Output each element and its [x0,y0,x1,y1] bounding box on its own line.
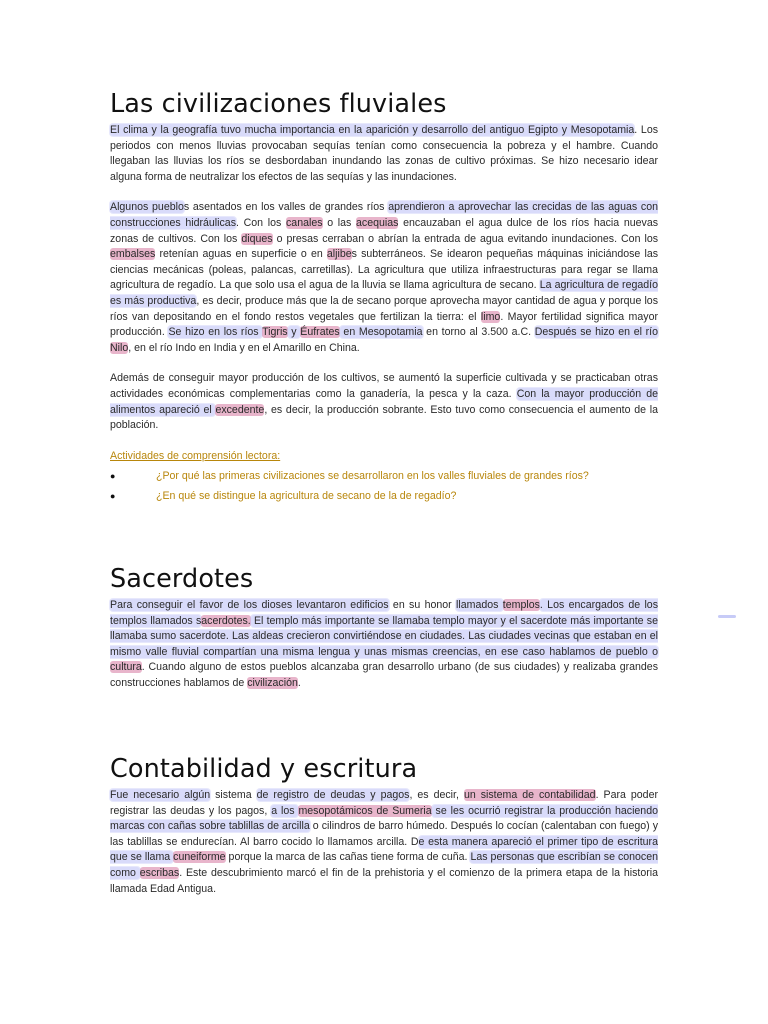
text-highlight: La agricultura de regadío es más productiva [110,279,658,307]
margin-highlight-mark [718,615,736,618]
keyword-highlight: aljibe [326,248,352,261]
text-highlight: Se hizo en los ríos [168,326,263,339]
keyword-highlight: acequias [356,216,399,229]
list-item [110,486,658,506]
keyword-highlight: excedente [215,403,265,416]
text-highlight: aprendieron a aprovechar las crecidas de las aguas con construcciones hidráulicas [110,201,658,229]
keyword-highlight: un sistema de contabilidad [463,789,596,801]
questions-list [110,466,658,506]
text-run: porque la marca de las cañas tiene forma de cuña. [225,851,471,864]
text-highlight: e esta manera apareció el primer tipo de escritura que se llama [110,835,658,864]
text-run: , en el río Indo en India y en el Amarillo en China. [128,341,360,354]
section-title: Sacerdotes [110,564,254,594]
keyword-highlight: Tigris [262,326,288,339]
keyword-highlight: limo [480,310,501,323]
text-highlight: Fue necesario algún [110,789,211,801]
section-sacerdotes [110,563,658,692]
text-highlight: a los [271,804,299,817]
text-run: s subterráneos. Se idearon pequeñas máquinas iniciándose las ciencias mecánicas (poleas, palancas, carretillas). La agricultura que utiliza infraestructuras para regar se llama agricultura de regadío. La que solo usa el agua de la lluvia se llama agricultura de secano. [110,248,659,292]
bullet-icon: ● [110,471,116,482]
question-text: ¿Por qué las primeras civilizaciones se desarrollaron en los valles fluviales de grandes ríos? [156,470,589,483]
keyword-highlight: Nilo [110,341,129,354]
text-run: . Los periodos con menos lluvias provocaban sequías tenían como consecuencia la pobreza y el hambre. Cuando llegaban las lluvias los ríos se desbordaban inundando las zonas de cultivo próximas. Se hizo necesario idear alguna forma de neutralizar los efectos de las sequías y las inundaciones. [110,124,659,183]
text-run: , es decir, la producción sobrante. Esto tuvo como consecuencia el aumento de la población. [110,403,658,432]
paragraph [110,123,658,185]
text-run: . Este descubrimiento marcó el fin de la prehistoria y el comienzo de la primera etapa de la historia llamada Edad Antigua. [110,866,658,895]
keyword-highlight: civilización [247,676,298,689]
text-highlight: . Los encargados de los templos llamados s [110,599,658,627]
text-highlight: de registro de deudas y pagos [256,789,410,801]
text-run: Además de conseguir mayor producción de los cultivos, se aumentó la superficie cultivada y se practicaban otras actividades económicas complementarias como la ganadería, la pesca y la caza. [110,372,658,400]
text-run: . Con los [236,216,286,229]
section-title: Contabilidad y escritura [110,754,418,784]
text-run: . Para poder registrar las deudas y los pagos, [110,789,658,817]
section-contabilidad [110,753,658,897]
section-title: Las civilizaciones fluviales [110,89,447,119]
text-highlight: Algunos pueblo [110,201,184,214]
keyword-highlight: embalses [110,248,156,261]
text-highlight: El templo más importante se llamaba templo mayor y el sacerdote más importante se llamaba sumo sacerdote. Las aldeas crecieron convirtiéndose en ciudades. Las ciudades vecinas que estaban en el mismo valle fluvial compartían una misma lengua y unas mismas creencias, en ese caso hablamos de pueblo o [110,614,658,658]
text-run: encauzaban el agua dulce de los ríos hacia nuevas zonas de cultivos. Con los [110,216,659,245]
text-run: . Cuando alguno de estos pueblos alcanzaba gran desarrollo urbano (de sus ciudades) y realizaba grandes construcciones hablamos de [110,661,658,689]
text-run: o las [322,216,357,229]
text-highlight: El clima y la geografía tuvo mucha importancia en la aparición y desarrollo del antiguo Egipto y Mesopotamia [110,124,635,136]
keyword-highlight: canales [286,216,323,229]
text-highlight: en Mesopotamia [339,326,423,339]
paragraph [110,200,658,356]
text-run: , es decir, [409,789,464,801]
activities-heading: Actividades de comprensión lectora: [110,449,281,462]
text-run: . Mayor fertilidad significa mayor producción. [110,310,658,339]
text-highlight: Las personas que escribían se conocen como [110,851,659,879]
paragraph [110,371,658,433]
keyword-highlight: templos [502,599,540,611]
text-run: sistema [210,789,257,801]
text-highlight: se les ocurrió registrar la producción haciendo marcas con cañas sobre tablillas de arcilla [110,804,658,833]
paragraph [110,598,658,692]
paragraph [110,788,658,897]
text-run: s asentados en los valles de grandes ríos [183,201,389,214]
text-run: en su honor [388,599,457,611]
text-highlight: llamados [456,599,503,611]
keyword-highlight: cultura [110,661,142,674]
text-run: . [297,676,301,689]
text-highlight: Con la mayor producción de alimentos apareció el [110,387,658,416]
section-fluviales [110,88,658,506]
keyword-highlight: mesopotámicos de Sumeria [298,804,432,817]
bullet-icon: ● [110,491,116,502]
text-highlight: Para conseguir el favor de los dioses levantaron edificios [110,599,389,611]
text-highlight: y [287,326,301,339]
text-run: o cilindros de barro húmedo. Después lo cocían (calentaban con fuego) y las tablillas se endurecían. Al barro cocido lo llamamos arcilla. D [110,820,658,848]
text-run: o presas cerraban o abrían la entrada de agua evitando inundaciones. Con los [272,232,659,245]
keyword-highlight: acerdotes. [201,614,251,627]
text-highlight: Después se hizo en el río [534,326,659,339]
keyword-highlight: diques [241,232,273,245]
keyword-highlight: escribas [139,866,180,879]
text-run: , es decir, produce más que la de secano porque aprovecha mayor cantidad de agua y porque los ríos van depositando en el fondo restos vegetales que fertilizan la tierra: el [110,294,658,323]
keyword-highlight: Éufrates [300,326,340,339]
text-run: en torno al 3.500 a.C. [422,326,535,339]
question-text: ¿En qué se distingue la agricultura de secano de la de regadío? [156,490,457,503]
keyword-highlight: cuneiforme [173,851,226,864]
text-run: retenían aguas en superficie o en [155,248,327,261]
list-item [110,466,658,486]
